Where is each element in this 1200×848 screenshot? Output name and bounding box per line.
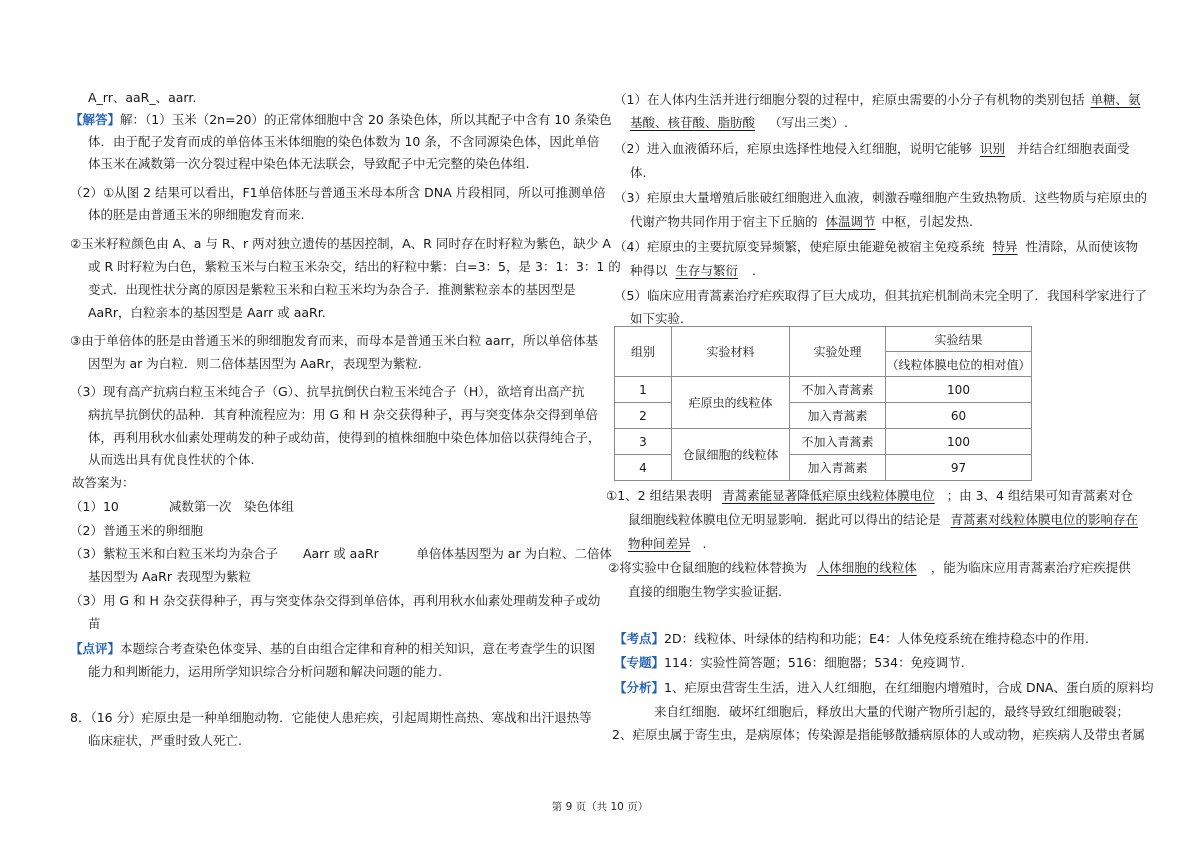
text-line: 能力和判断能力，运用所学知识综合分析问题和解决问题的能力. (88, 664, 442, 679)
page-footer: 第 9 页（共 10 页） (551, 801, 649, 813)
answer-c1: 青蒿素能显著降低疟原虫线粒体膜电位 (722, 488, 935, 503)
header-result: 实验结果 (886, 327, 1032, 352)
text-line: （2）①从图 2 结果可以看出，F1单倍体胚与普通玉米母本所含 DNA 片段相同，所以可推测单倍 (70, 185, 606, 200)
cell-result: 60 (886, 403, 1032, 429)
conclusion-2-line2: 直接的细胞生物学实验证据. (628, 584, 782, 599)
text-line: 故答案为： (72, 475, 135, 490)
fenxi-tag: 【分析】 (614, 680, 665, 695)
cell-material: 疟原虫的线粒体 (672, 377, 790, 429)
question-4-line: （4）疟原虫的主要抗原变异频繁，使疟原虫能避免被宿主免疫系统 特异 性清除，从而使该物 (614, 239, 1138, 254)
answer-3: 体温调节 (825, 214, 876, 229)
text-line: 【解答】解：（1）玉米（2n=20）的正常体细胞中含 20 条染色体，所以其配子中含有 10 条染色 (70, 112, 612, 127)
text-line: A_rr、aaR_、aarr. (88, 90, 197, 105)
zhuanti-line: 【专题】114：实验性简答题；516：细胞器；534：免疫调节. (614, 655, 965, 670)
text-line: 【点评】本题综合考查染色体变异、基的自由组合定律和育种的相关知识，意在考查学生的识图 (70, 641, 596, 656)
text-line: ②玉米籽粒颜色由 A、a 与 R、r 两对独立遗传的基因控制，A、R 同时存在时籽粒为紫色，缺少 A (70, 236, 611, 251)
text-line: 临床症状，严重时致人死亡. (88, 733, 242, 748)
text-line: 苗 (88, 616, 101, 631)
kaodian-tag: 【考点】 (614, 631, 665, 646)
text-line: ③由于单倍体的胚是由普通玉米的卵细胞发育而来，而母本是普通玉米白粒 aarr，所以单倍体基 (70, 333, 599, 348)
text-line: 体玉米在减数第一次分裂过程中染色体无法联会，导致配子中无完整的染色体组. (88, 156, 530, 171)
question-1-line2: 基酸、核苷酸、脂肪酸 （写出三类）. (630, 115, 848, 130)
table-header-row (615, 327, 1032, 352)
cell-treatment: 加入青蒿素 (790, 455, 886, 481)
table-row (615, 377, 1032, 403)
question-5-line: （5）临床应用青蒿素治疗疟疾取得了巨大成功，但其抗疟机制尚未完全明了．我国科学家进行了 (614, 288, 1147, 303)
table-row (615, 429, 1032, 455)
text-line: 体的胚是由普通玉米的卵细胞发育而来. (88, 207, 305, 222)
cell-treatment: 加入青蒿素 (790, 403, 886, 429)
answer-c1c: 物种间差异 (628, 536, 691, 551)
question-3-line2: 代谢产物共同作用于宿主下丘脑的 体温调节 中枢，引起发热. (630, 214, 974, 229)
question-2-line2: 体. (630, 165, 647, 180)
header-group: 组别 (615, 327, 672, 377)
text-line: 体．由于配子发育而成的单倍体玉米体细胞的染色体数为 10 条，不含同源染色体，因此单倍 (88, 134, 600, 149)
kaodian-line: 【考点】2D：线粒体、叶绿体的结构和功能；E4：人体免疫系统在维持稳态中的作用. (614, 631, 1089, 646)
section-tag: 【点评】 (70, 641, 121, 656)
section-tag: 【解答】 (70, 112, 121, 127)
question-2-line: （2）进入血液循环后，疟原虫选择性地侵入红细胞，说明它能够 识别 并结合红细胞表面受 (614, 141, 1130, 156)
question-3-line: （3）疟原虫大量增殖后胀破红细胞进入血液，刺激吞噬细胞产生致热物质．这些物质与疟原虫的 (614, 190, 1147, 205)
conclusion-1-line2: 鼠细胞线粒体膜电位无明显影响．据此可以得出的结论是 青蒿素对线粒体膜电位的影响存在 (628, 512, 1139, 527)
answer-c1b: 青蒿素对线粒体膜电位的影响存在 (950, 512, 1139, 527)
conclusion-2-line: ②将实验中仓鼠细胞的线粒体替换为 人体细胞的线粒体 ，能为临床应用青蒿素治疗疟疾提供 (608, 560, 1131, 575)
fenxi-line2: 来自红细胞．破坏红细胞后，释放出大量的代谢产物所引起的，最终导致红细胞破裂； (654, 704, 1130, 719)
question-1-line: （1）在人体内生活并进行细胞分裂的过程中，疟原虫需要的小分子有机物的类别包括 单糖、氨 (614, 92, 1141, 107)
text-line: （3）紫粒玉米和白粒玉米均为杂合子 Aarr 或 aaRr 单倍体基因型为 ar 为白粒、二倍体 (70, 546, 613, 561)
cell-group: 1 (615, 377, 672, 403)
fenxi-line3: 2、疟原虫属于寄生虫，是病原体；传染源是指能够散播病原体的人或动物，疟疾病人及带虫者属 (612, 727, 1145, 742)
text-line: 基因型为 AaRr 表现型为紫粒 (88, 569, 251, 584)
text-line: 变式．出现性状分离的原因是紫粒玉米和白粒玉米均为杂合子．推测紫粒亲本的基因型是 (88, 282, 576, 297)
question-5-line2: 如下实验. (630, 311, 684, 326)
question-4-line2: 种得以 生存与繁衍 . (630, 263, 757, 278)
text-line: 或 R 时籽粒为白色，紫粒玉米与白粒玉米杂交，结出的籽粒中紫：白=3：5，是 3：1：3：1 的 (88, 259, 621, 274)
answer-1a: 单糖、氨 (1090, 92, 1141, 107)
conclusion-1-line3: 物种间差异 . (628, 536, 707, 551)
text-line: 因型为 ar 为白粒．则二倍体基因型为 AaRr，表现型为紫粒. (88, 356, 422, 371)
text-line: 8．（16 分）疟原虫是一种单细胞动物．它能使人患疟疾，引起周期性高热、寒战和出汗退热等 (70, 710, 592, 725)
cell-treatment: 不加入青蒿素 (790, 429, 886, 455)
text-line: （3）用 G 和 H 杂交获得种子，再与突变体杂交得到单倍体，再利用秋水仙素处理萌发种子或幼 (70, 593, 601, 608)
text-line: 病抗旱抗倒伏的品种．其育种流程应为：用 G 和 H 杂交获得种子，再与突变体杂交得到单倍 (88, 407, 598, 422)
fenxi-line: 【分析】1、疟原虫营寄生生活，进入人红细胞，在红细胞内增殖时，合成 DNA、蛋白质的原料均 (614, 680, 1154, 695)
answer-c2: 人体细胞的线粒体 (816, 560, 917, 575)
answer-2: 识别 (979, 141, 1005, 156)
text-line: （2）普通玉米的卵细胞 (70, 523, 203, 538)
text-line: （3）现有高产抗病白粒玉米纯合子（G）、抗旱抗倒伏白粒玉米纯合子（H），欲培育出高产抗 (70, 384, 585, 399)
answer-4a: 特异 (992, 239, 1018, 254)
zhuanti-tag: 【专题】 (614, 655, 665, 670)
cell-result: 100 (886, 377, 1032, 403)
text-line: （1）10 减数第一次 染色体组 (70, 499, 294, 514)
text-line: 体，再利用秋水仙素处理萌发的种子或幼苗，使得到的植株细胞中染色体加倍以获得纯合子， (88, 430, 601, 445)
cell-result: 97 (886, 455, 1032, 481)
conclusion-1-line: ①1、2 组结果表明 青蒿素能显著降低疟原虫线粒体膜电位 ；由 3、4 组结果可知青蒿素对仓 (606, 488, 1133, 503)
cell-group: 3 (615, 429, 672, 455)
cell-treatment: 不加入青蒿素 (790, 377, 886, 403)
cell-result: 100 (886, 429, 1032, 455)
header-material: 实验材料 (672, 327, 790, 377)
cell-group: 4 (615, 455, 672, 481)
cell-group: 2 (615, 403, 672, 429)
cell-material: 仓鼠细胞的线粒体 (672, 429, 790, 481)
answer-4b: 生存与繁衍 (675, 263, 739, 278)
experiment-table (614, 326, 1032, 481)
text-line: 从而选出具有优良性状的个体. (88, 452, 255, 467)
header-result-sub: （线粒体膜电位的相对值） (886, 352, 1032, 377)
header-treatment: 实验处理 (790, 327, 886, 377)
answer-1b: 基酸、核苷酸、脂肪酸 (630, 115, 756, 130)
text-line: AaRr，白粒亲本的基因型是 Aarr 或 aaRr. (88, 305, 326, 320)
